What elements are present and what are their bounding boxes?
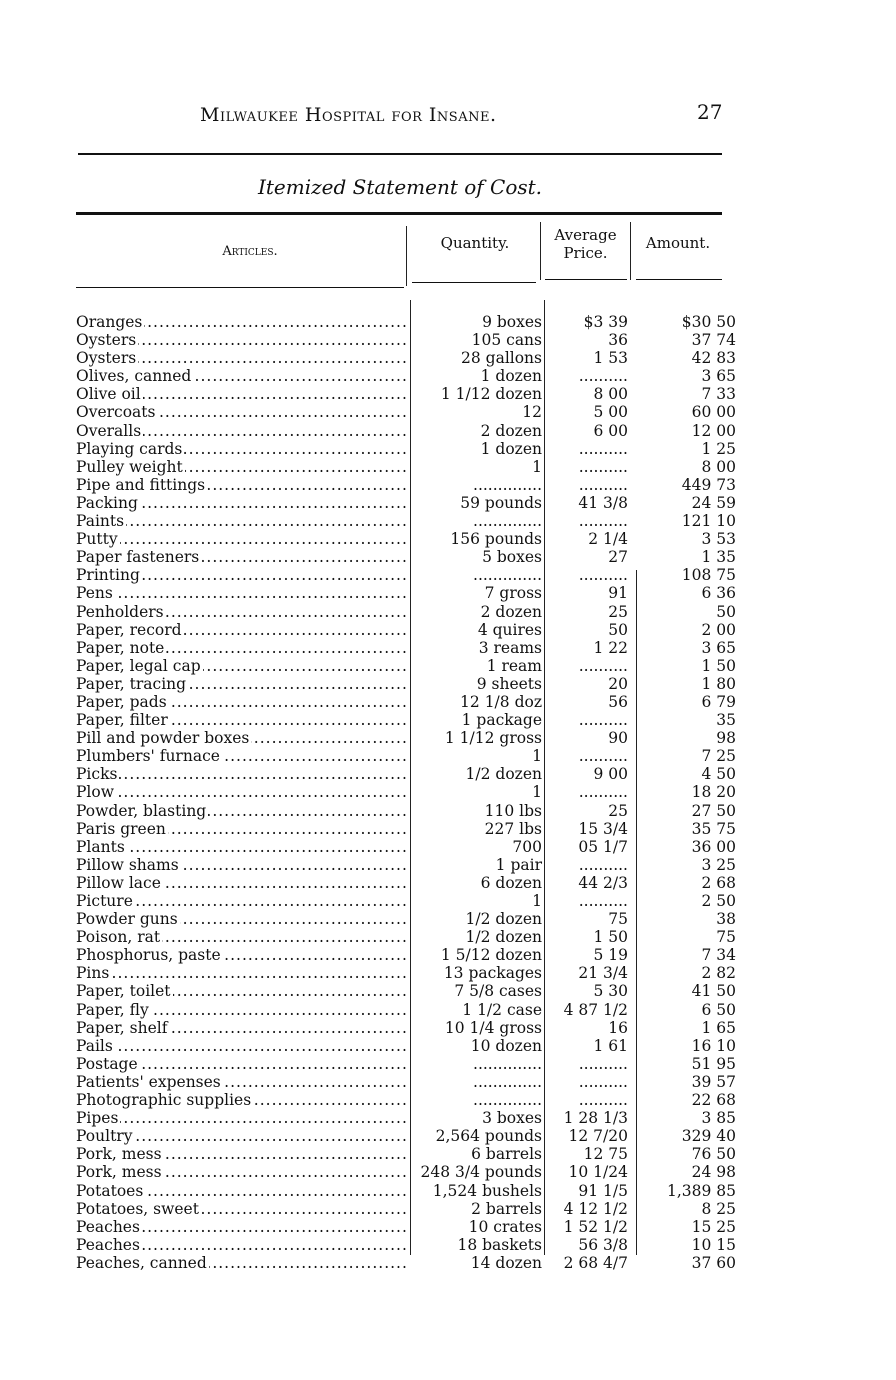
quantity-cell: ..............	[473, 1072, 542, 1091]
quantity-cell: 7 gross	[484, 584, 542, 603]
amount-cell: 1 80	[701, 674, 736, 693]
quantity-cell: 1	[532, 892, 542, 910]
article-cell: Playing cards .....	[76, 440, 406, 458]
article-cell: Paper, legal cap .....	[76, 657, 406, 675]
price-cell: 5 30	[593, 982, 628, 1001]
article-cell: Plumbers' furnace .....	[76, 747, 406, 765]
amount-cell: 10 15	[691, 1235, 736, 1254]
amount-cell: 121 10	[681, 512, 736, 531]
amount-cell: 1 25	[701, 439, 736, 458]
amount-cell: 449 73	[681, 475, 736, 494]
price-cell: ..........	[578, 367, 628, 386]
quantity-cell: 6 dozen	[480, 873, 542, 892]
price-cell: 27	[608, 548, 628, 567]
table-row	[76, 1163, 756, 1181]
quantity-cell: 1/2 dozen	[465, 928, 542, 947]
quantity-cell: 1	[532, 747, 542, 766]
price-cell: 5 19	[593, 946, 628, 965]
price-cell: 12 7/20	[568, 1127, 628, 1146]
col-header-amount: Amount.	[645, 234, 711, 252]
quantity-cell: 1	[532, 783, 542, 802]
price-cell: ..........	[578, 439, 628, 458]
price-cell: 20	[608, 674, 628, 693]
quantity-cell: 110 lbs	[484, 801, 542, 820]
amount-cell: 27 50	[691, 801, 736, 820]
amount-cell: 12 00	[691, 421, 736, 440]
quantity-cell: 2 dozen	[480, 602, 542, 621]
quantity-cell: 4 quires	[477, 620, 542, 639]
article-cell: Phosphorus, paste .....	[76, 946, 406, 964]
article-cell: Poison, rat .....	[76, 928, 406, 946]
quantity-cell: 28 gallons	[461, 349, 542, 368]
article-cell: Pulley weight .....	[76, 458, 406, 476]
price-cell: 50	[608, 620, 628, 639]
table-row	[76, 1073, 756, 1091]
amount-cell: 1 65	[701, 1018, 736, 1037]
article-cell: Plow .....	[76, 783, 406, 801]
article-cell: Pill and powder boxes .....	[76, 729, 406, 747]
quantity-cell: 7 5/8 cases	[454, 982, 542, 1001]
quantity-cell: 1 dozen	[480, 439, 542, 458]
table-row	[76, 494, 756, 512]
quantity-cell: ..............	[473, 1054, 542, 1073]
table-row	[76, 802, 756, 820]
amount-cell: 1 35	[701, 548, 736, 567]
price-cell: ..........	[578, 747, 628, 766]
article-cell: Peaches, canned .....	[76, 1254, 406, 1272]
quantity-cell: 2 barrels	[471, 1199, 542, 1218]
col-header-quantity: Quantity.	[440, 234, 510, 252]
amount-cell: 38	[716, 910, 736, 929]
article-cell: Powder, blasting .....	[76, 802, 406, 820]
amount-cell: 2 68	[701, 873, 736, 892]
quantity-cell: 1 pair	[495, 855, 542, 874]
article-cell: Paper, note .....	[76, 639, 406, 657]
price-cell: ..........	[578, 783, 628, 802]
article-cell: Pillow shams .....	[76, 856, 406, 874]
article-cell: Pipe and fittings .....	[76, 476, 406, 494]
price-cell: 25	[608, 801, 628, 820]
article-cell: Pins .....	[76, 964, 406, 982]
table-row	[76, 1001, 756, 1019]
article-cell: Oysters .....	[76, 349, 406, 367]
price-cell: 56	[608, 692, 628, 711]
amount-cell: 76 50	[691, 1145, 736, 1164]
amount-cell: 24 98	[691, 1163, 736, 1182]
table-row	[76, 566, 756, 584]
amount-cell: 75	[716, 928, 736, 947]
amount-cell: 35	[716, 711, 736, 730]
table-row	[76, 548, 756, 566]
article-cell: Olives, canned .....	[76, 367, 406, 385]
price-cell: ..........	[578, 1091, 628, 1110]
article-cell: Potatoes, sweet .....	[76, 1200, 406, 1218]
column-divider	[406, 226, 407, 286]
quantity-cell: 3 boxes	[482, 1109, 542, 1128]
quantity-cell: 227 lbs	[484, 819, 542, 838]
price-cell: 44 2/3	[578, 873, 628, 892]
price-cell: 1 61	[593, 1036, 628, 1055]
article-cell: Paper, tracing .....	[76, 675, 406, 693]
price-cell: 9 00	[593, 765, 628, 784]
amount-cell: 98	[716, 729, 736, 748]
quantity-cell: 5 boxes	[482, 548, 542, 567]
article-cell: Packing .....	[76, 494, 406, 512]
amount-cell: 39 57	[691, 1072, 736, 1091]
table-row	[76, 747, 756, 765]
table-row	[76, 856, 756, 874]
quantity-cell: 12	[522, 403, 542, 422]
price-cell: ..........	[578, 457, 628, 476]
table-row	[76, 1254, 756, 1272]
table-row	[76, 1037, 756, 1055]
price-cell: 1 50	[593, 928, 628, 947]
price-cell: 4 87 1/2	[563, 1000, 628, 1019]
article-cell: Pork, mess .....	[76, 1163, 406, 1181]
table-row	[76, 657, 756, 675]
table-row	[76, 892, 756, 910]
table-row	[76, 458, 756, 476]
page-number: 27	[697, 100, 723, 124]
price-cell: 21 3/4	[578, 964, 628, 983]
quantity-cell: 59 pounds	[460, 493, 542, 512]
amount-cell: 2 82	[701, 964, 736, 983]
article-cell: Pillow lace .....	[76, 874, 406, 892]
table-row	[76, 1182, 756, 1200]
amount-cell: 50	[716, 602, 736, 621]
amount-cell: 7 25	[701, 747, 736, 766]
price-cell: ..........	[578, 1054, 628, 1073]
quantity-cell: 1 1/2 case	[462, 1000, 542, 1019]
quantity-cell: 1/2 dozen	[465, 910, 542, 929]
table-row	[76, 331, 756, 349]
table-row	[76, 964, 756, 982]
amount-cell: 22 68	[691, 1091, 736, 1110]
amount-cell: 4 50	[701, 765, 736, 784]
article-cell: Olive oil .....	[76, 385, 406, 403]
article-cell: Printing .....	[76, 566, 406, 584]
table-row	[76, 928, 756, 946]
col-header-price: Average Price.	[554, 226, 617, 262]
price-cell: 4 12 1/2	[563, 1199, 628, 1218]
article-cell: Poultry .....	[76, 1127, 406, 1145]
article-cell: Penholders .....	[76, 603, 406, 621]
table-row	[76, 530, 756, 548]
price-cell: 75	[608, 910, 628, 929]
table-row	[76, 313, 756, 331]
table-body	[76, 313, 756, 1272]
table-row	[76, 675, 756, 693]
quantity-cell: 10 1/4 gross	[444, 1018, 542, 1037]
article-cell: Picture .....	[76, 892, 406, 910]
price-cell: ..........	[578, 855, 628, 874]
table-row	[76, 1127, 756, 1145]
table-row	[76, 946, 756, 964]
price-cell: 15 3/4	[578, 819, 628, 838]
amount-cell: 3 65	[701, 367, 736, 386]
article-cell: Pork, mess .....	[76, 1145, 406, 1163]
quantity-cell: 1/2 dozen	[465, 765, 542, 784]
table-top-rule	[76, 212, 722, 215]
article-cell: Paris green .....	[76, 820, 406, 838]
article-cell: Potatoes .....	[76, 1182, 406, 1200]
amount-cell: 8 00	[701, 457, 736, 476]
amount-cell: $30 50	[681, 313, 736, 331]
price-cell: 1 22	[593, 638, 628, 657]
article-cell: Paints .....	[76, 512, 406, 530]
article-cell: Pipes .....	[76, 1109, 406, 1127]
price-cell: $3 39	[583, 313, 628, 331]
table-row	[76, 440, 756, 458]
table-row	[76, 349, 756, 367]
price-cell: 1 53	[593, 349, 628, 368]
article-cell: Paper, filter .....	[76, 711, 406, 729]
article-cell: Overalls .....	[76, 422, 406, 440]
price-cell: ..........	[578, 475, 628, 494]
header-bottom-rule-amount	[636, 279, 722, 280]
price-cell: 1 28 1/3	[563, 1109, 628, 1128]
price-cell: 2 1/4	[588, 530, 628, 549]
amount-cell: 3 53	[701, 530, 736, 549]
article-cell: Paper, fly .....	[76, 1001, 406, 1019]
price-cell: 8 00	[593, 385, 628, 404]
table-row	[76, 693, 756, 711]
table-row	[76, 476, 756, 494]
price-cell: 5 00	[593, 403, 628, 422]
quantity-cell: ..............	[473, 475, 542, 494]
amount-cell: 2 50	[701, 892, 736, 910]
quantity-cell: 1 1/12 gross	[444, 729, 542, 748]
article-cell: Peaches .....	[76, 1218, 406, 1236]
amount-cell: 6 79	[701, 692, 736, 711]
quantity-cell: 18 baskets	[457, 1235, 542, 1254]
price-cell: 56 3/8	[578, 1235, 628, 1254]
amount-cell: 35 75	[691, 819, 736, 838]
price-cell: ..........	[578, 656, 628, 675]
col-header-articles: Articles.	[222, 244, 278, 259]
table-row	[76, 711, 756, 729]
article-cell: Pails .....	[76, 1037, 406, 1055]
price-cell: 2 68 4/7	[563, 1253, 628, 1272]
quantity-cell: 10 crates	[468, 1217, 542, 1236]
table-row	[76, 910, 756, 928]
quantity-cell: 1 package	[461, 711, 542, 730]
amount-cell: 36 00	[691, 837, 736, 856]
table-row	[76, 621, 756, 639]
amount-cell: 60 00	[691, 403, 736, 422]
table-row	[76, 1236, 756, 1254]
amount-cell: 6 50	[701, 1000, 736, 1019]
table-row	[76, 783, 756, 801]
quantity-cell: 9 boxes	[482, 313, 542, 331]
amount-cell: 2 00	[701, 620, 736, 639]
price-cell: 6 00	[593, 421, 628, 440]
amount-cell: 37 60	[691, 1253, 736, 1272]
amount-cell: 8 25	[701, 1199, 736, 1218]
table-row	[76, 403, 756, 421]
amount-cell: 3 25	[701, 855, 736, 874]
article-cell: Oysters .....	[76, 331, 406, 349]
table-row	[76, 729, 756, 747]
quantity-cell: 1	[532, 457, 542, 476]
price-cell: 10 1/24	[568, 1163, 628, 1182]
amount-cell: 329 40	[681, 1127, 736, 1146]
table-row	[76, 422, 756, 440]
amount-cell: 1,389 85	[666, 1181, 736, 1200]
price-cell: ..........	[578, 892, 628, 910]
amount-cell: 37 74	[691, 331, 736, 350]
table-row	[76, 1091, 756, 1109]
table-row	[76, 385, 756, 403]
amount-cell: 41 50	[691, 982, 736, 1001]
table-row	[76, 838, 756, 856]
quantity-cell: 1,524 bushels	[432, 1181, 542, 1200]
column-divider	[540, 222, 541, 280]
article-cell: Picks .....	[76, 765, 406, 783]
quantity-cell: 2,564 pounds	[435, 1127, 542, 1146]
amount-cell: 18 20	[691, 783, 736, 802]
table-row	[76, 765, 756, 783]
quantity-cell: 248 3/4 pounds	[420, 1163, 542, 1182]
table-row	[76, 982, 756, 1000]
table-row	[76, 584, 756, 602]
header-bottom-rule-articles	[76, 287, 404, 288]
price-cell: ..........	[578, 1072, 628, 1091]
table-row	[76, 1109, 756, 1127]
table-row	[76, 820, 756, 838]
table-row	[76, 367, 756, 385]
quantity-cell: 1 1/12 dozen	[440, 385, 542, 404]
amount-cell: 51 95	[691, 1054, 736, 1073]
quantity-cell: ..............	[473, 566, 542, 585]
price-cell: 05 1/7	[578, 837, 628, 856]
quantity-cell: 700	[512, 837, 542, 856]
article-cell: Pens .....	[76, 584, 406, 602]
price-cell: 12 75	[583, 1145, 628, 1164]
quantity-cell: 9 sheets	[476, 674, 542, 693]
amount-cell: 7 33	[701, 385, 736, 404]
price-cell: 91 1/5	[578, 1181, 628, 1200]
article-cell: Photographic supplies .....	[76, 1091, 406, 1109]
quantity-cell: 3 reams	[478, 638, 542, 657]
amount-cell: 3 65	[701, 638, 736, 657]
article-cell: Overcoats .....	[76, 403, 406, 421]
article-cell: Powder guns .....	[76, 910, 406, 928]
quantity-cell: 13 packages	[443, 964, 542, 983]
quantity-cell: ..............	[473, 1091, 542, 1110]
price-cell: 90	[608, 729, 628, 748]
amount-cell: 15 25	[691, 1217, 736, 1236]
amount-cell: 7 34	[701, 946, 736, 965]
article-cell: Paper fasteners .....	[76, 548, 406, 566]
amount-cell: 16 10	[691, 1036, 736, 1055]
table-row	[76, 874, 756, 892]
header-bottom-rule-quantity	[412, 282, 536, 283]
amount-cell: 6 36	[701, 584, 736, 603]
table-row	[76, 1055, 756, 1073]
header-rule	[78, 153, 722, 155]
table-row	[76, 603, 756, 621]
article-cell: Putty .....	[76, 530, 406, 548]
table-title: Itemized Statement of Cost.	[257, 175, 543, 199]
article-cell: Oranges .....	[76, 313, 406, 331]
quantity-cell: 156 pounds	[450, 530, 542, 549]
price-cell: ..........	[578, 566, 628, 585]
table-row	[76, 1200, 756, 1218]
article-cell: Paper, record .....	[76, 621, 406, 639]
table-row	[76, 639, 756, 657]
quantity-cell: 1 dozen	[480, 367, 542, 386]
quantity-cell: ..............	[473, 512, 542, 531]
table-row	[76, 1019, 756, 1037]
price-cell: 36	[608, 331, 628, 350]
quantity-cell: 10 dozen	[470, 1036, 542, 1055]
quantity-cell: 2 dozen	[480, 421, 542, 440]
amount-cell: 42 83	[691, 349, 736, 368]
table-row	[76, 512, 756, 530]
amount-cell: 1 50	[701, 656, 736, 675]
price-cell: ..........	[578, 711, 628, 730]
article-cell: Patients' expenses .....	[76, 1073, 406, 1091]
quantity-cell: 6 barrels	[471, 1145, 542, 1164]
amount-cell: 24 59	[691, 493, 736, 512]
price-cell: ..........	[578, 512, 628, 531]
table-row	[76, 1145, 756, 1163]
table-row	[76, 1218, 756, 1236]
price-cell: 25	[608, 602, 628, 621]
article-cell: Postage .....	[76, 1055, 406, 1073]
article-cell: Peaches .....	[76, 1236, 406, 1254]
quantity-cell: 1 5/12 dozen	[440, 946, 542, 965]
article-cell: Paper, toilet .....	[76, 982, 406, 1000]
price-cell: 41 3/8	[578, 493, 628, 512]
amount-cell: 3 85	[701, 1109, 736, 1128]
price-cell: 1 52 1/2	[563, 1217, 628, 1236]
article-cell: Paper, pads .....	[76, 693, 406, 711]
price-cell: 91	[608, 584, 628, 603]
article-cell: Plants .....	[76, 838, 406, 856]
article-cell: Paper, shelf .....	[76, 1019, 406, 1037]
header-bottom-rule-price	[545, 279, 627, 280]
quantity-cell: 105 cans	[471, 331, 542, 350]
quantity-cell: 14 dozen	[470, 1253, 542, 1272]
price-cell: 16	[608, 1018, 628, 1037]
running-header-title: Milwaukee Hospital for Insane.	[200, 104, 497, 126]
column-divider	[630, 222, 631, 280]
quantity-cell: 12 1/8 doz	[460, 692, 542, 711]
amount-cell: 108 75	[681, 566, 736, 585]
quantity-cell: 1 ream	[486, 656, 542, 675]
